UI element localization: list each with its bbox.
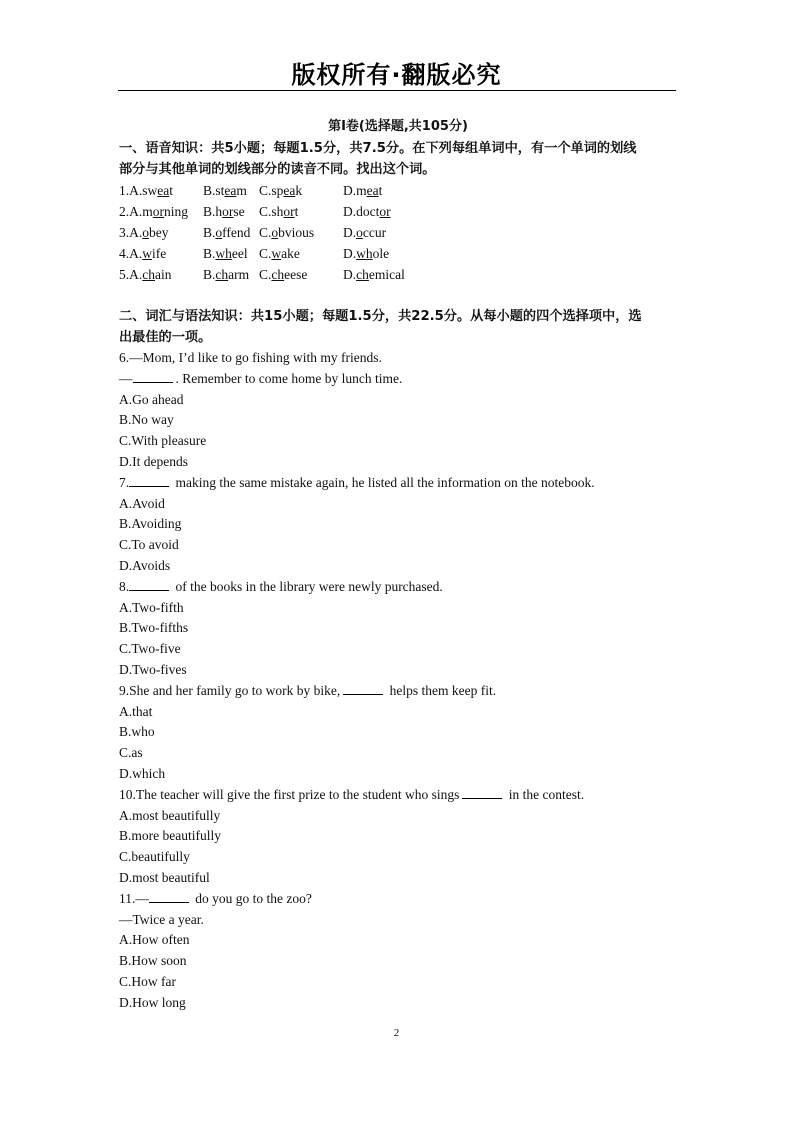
- page-content: [119, 116, 677, 1014]
- underlined-letters: or: [152, 204, 164, 219]
- word-option: [343, 222, 386, 243]
- phonetics-row: [119, 243, 677, 264]
- option: C.With pleasure: [119, 433, 207, 449]
- reply-dash: —: [119, 370, 133, 386]
- option: D.How long: [119, 994, 186, 1010]
- option: D.It depends: [119, 453, 188, 469]
- word-part: 3.A.: [119, 225, 143, 240]
- option: B.Two-fifths: [119, 620, 189, 636]
- word-part: B.: [203, 267, 216, 282]
- option: C.How far: [119, 973, 176, 989]
- header-divider: [118, 90, 676, 91]
- word-option: [203, 264, 249, 285]
- word-option: [343, 201, 391, 222]
- page-number: 2: [393, 1027, 400, 1039]
- option: B.who: [119, 724, 155, 740]
- underlined-letters: o: [142, 225, 149, 240]
- word-part: B.h: [203, 204, 223, 219]
- page-header-title: 版权所有·翻版必究: [291, 61, 502, 89]
- word-part: B.: [203, 246, 216, 261]
- answer-blank: [133, 370, 173, 383]
- underlined-letters: ea: [157, 183, 170, 198]
- underlined-letters: o: [356, 225, 363, 240]
- phonetics-row: [119, 180, 677, 201]
- word-option: [343, 243, 389, 264]
- underlined-letters: o: [271, 225, 279, 240]
- question-10-text-post: in the contest.: [505, 786, 585, 802]
- underlined-letters: ch: [356, 267, 369, 282]
- underlined-letters: ch: [215, 267, 229, 282]
- answer-blank: [129, 474, 169, 487]
- part1-instruction-line2: 部分与其他单词的划线部分的读音不同。找出这个词。: [119, 162, 436, 177]
- underlined-letters: or: [283, 204, 295, 219]
- word-part: ole: [372, 246, 390, 261]
- word-part: 1.A.sw: [119, 183, 158, 198]
- word-option: [119, 243, 166, 264]
- word-part: C.sh: [259, 204, 284, 219]
- underlined-letters: wh: [215, 246, 232, 261]
- word-part: ccur: [362, 225, 387, 240]
- word-part: bvious: [278, 225, 315, 240]
- word-part: D.doct: [343, 204, 380, 219]
- word-part: bey: [149, 225, 169, 240]
- part2-instruction-line1: 二、词汇与语法知识：共15小题；每题1.5分，共22.5分。从每小题的四个选择项中，选: [119, 309, 642, 324]
- word-option: [203, 243, 248, 264]
- word-part: B.: [203, 225, 216, 240]
- underlined-letters: ea: [224, 183, 237, 198]
- word-part: m: [236, 183, 247, 198]
- answer-blank: [462, 786, 502, 799]
- word-part: k: [295, 183, 303, 198]
- phonetics-table: [119, 180, 677, 285]
- question-9-text-post: helps them keep fit.: [386, 682, 497, 698]
- option: A.How often: [119, 932, 190, 948]
- underlined-letters: ea: [283, 183, 296, 198]
- question-8-stem: [119, 577, 677, 598]
- option: A.Avoid: [119, 495, 165, 511]
- question-6-reply: [119, 369, 677, 390]
- word-part: D.: [343, 225, 357, 240]
- option: A.most beautifully: [119, 807, 221, 823]
- part1-instruction: [119, 138, 677, 180]
- phonetics-row: [119, 201, 677, 222]
- word-option: [203, 180, 247, 201]
- question-7-text: making the same mistake again, he listed all the information on the notebook.: [172, 474, 595, 490]
- word-part: t: [294, 204, 299, 219]
- word-option: [343, 264, 405, 285]
- word-part: C.sp: [259, 183, 284, 198]
- underlined-letters: ea: [366, 183, 379, 198]
- part1-instruction-line1: 一、语音知识：共5小题；每题1.5分，共7.5分。在下列每组单词中，有一个单词的划线: [119, 141, 637, 156]
- word-part: 5.A.: [119, 267, 143, 282]
- underlined-letters: or: [379, 204, 391, 219]
- word-part: ife: [152, 246, 167, 261]
- question-10-stem: [119, 785, 677, 806]
- underlined-letters: wh: [356, 246, 373, 261]
- phonetics-row: [119, 222, 677, 243]
- word-part: 4.A.: [119, 246, 143, 261]
- word-part: arm: [228, 267, 250, 282]
- question-9-text-pre: 9.She and her family go to work by bike,: [119, 682, 341, 698]
- option: D.most beautiful: [119, 869, 210, 885]
- word-part: C.: [259, 225, 272, 240]
- option: B.No way: [119, 412, 174, 428]
- option: A.Go ahead: [119, 391, 184, 407]
- underlined-letters: w: [271, 246, 282, 261]
- underlined-letters: w: [142, 246, 152, 261]
- question-11-text: do you go to the zoo?: [191, 890, 312, 906]
- word-part: ning: [164, 204, 189, 219]
- word-part: D.m: [343, 183, 367, 198]
- word-option: [259, 264, 307, 285]
- underlined-letters: ch: [271, 267, 285, 282]
- word-part: ffend: [222, 225, 251, 240]
- option: C.To avoid: [119, 537, 179, 553]
- question-11-stem: [119, 889, 677, 910]
- question-6-stem: 6.—Mom, I’d like to go fishing with my friends.: [119, 350, 382, 365]
- option: D.which: [119, 765, 166, 781]
- word-option: [119, 264, 172, 285]
- option: A.Two-fifth: [119, 599, 184, 615]
- question-number: 8.: [119, 578, 130, 594]
- word-option: [259, 180, 302, 201]
- question-number: 7.: [119, 474, 130, 490]
- option: B.How soon: [119, 953, 187, 969]
- word-part: emical: [368, 267, 405, 282]
- answer-blank: [149, 890, 189, 903]
- option: C.as: [119, 745, 143, 761]
- option: B.more beautifully: [119, 828, 221, 844]
- word-part: 2.A.m: [119, 204, 153, 219]
- part2-instruction: [119, 306, 677, 348]
- word-part: C.: [259, 246, 272, 261]
- option: D.Two-fives: [119, 661, 187, 677]
- underlined-letters: or: [222, 204, 234, 219]
- word-option: [119, 222, 169, 243]
- section-title: 第Ⅰ卷(选择题,共105分): [328, 119, 468, 134]
- option: A.that: [119, 703, 153, 719]
- question-9-stem: [119, 681, 677, 702]
- word-option: [203, 201, 245, 222]
- phonetics-row: [119, 264, 677, 285]
- word-part: C.: [259, 267, 272, 282]
- word-part: D.: [343, 246, 357, 261]
- option: C.beautifully: [119, 849, 190, 865]
- word-part: t: [378, 183, 383, 198]
- option: D.Avoids: [119, 557, 171, 573]
- question-10-text-pre: 10.The teacher will give the first prize to the student who sings: [119, 786, 460, 802]
- question-number: 11.—: [119, 890, 149, 906]
- word-part: eel: [231, 246, 248, 261]
- word-part: t: [169, 183, 174, 198]
- word-part: se: [233, 204, 245, 219]
- word-option: [259, 201, 298, 222]
- question-6-reply-text: . Remember to come home by lunch time.: [175, 370, 403, 386]
- word-option: [259, 222, 314, 243]
- word-part: D.: [343, 267, 357, 282]
- word-part: B.st: [203, 183, 225, 198]
- word-option: [119, 180, 173, 201]
- question-8-text: of the books in the library were newly purchased.: [172, 578, 443, 594]
- word-option: [343, 180, 382, 201]
- part2-instruction-line2: 出最佳的一项。: [119, 330, 212, 345]
- word-part: ake: [281, 246, 300, 261]
- word-part: eese: [284, 267, 308, 282]
- option: B.Avoiding: [119, 516, 182, 532]
- question-7-stem: [119, 473, 677, 494]
- answer-blank: [343, 682, 383, 695]
- word-option: [259, 243, 300, 264]
- answer-blank: [129, 578, 169, 591]
- underlined-letters: o: [215, 225, 223, 240]
- word-option: [203, 222, 250, 243]
- underlined-letters: ch: [142, 267, 155, 282]
- option: C.Two-five: [119, 641, 181, 657]
- word-option: [119, 201, 188, 222]
- word-part: ain: [155, 267, 172, 282]
- section-gap: [119, 285, 677, 306]
- question-11-reply: —Twice a year.: [119, 911, 204, 927]
